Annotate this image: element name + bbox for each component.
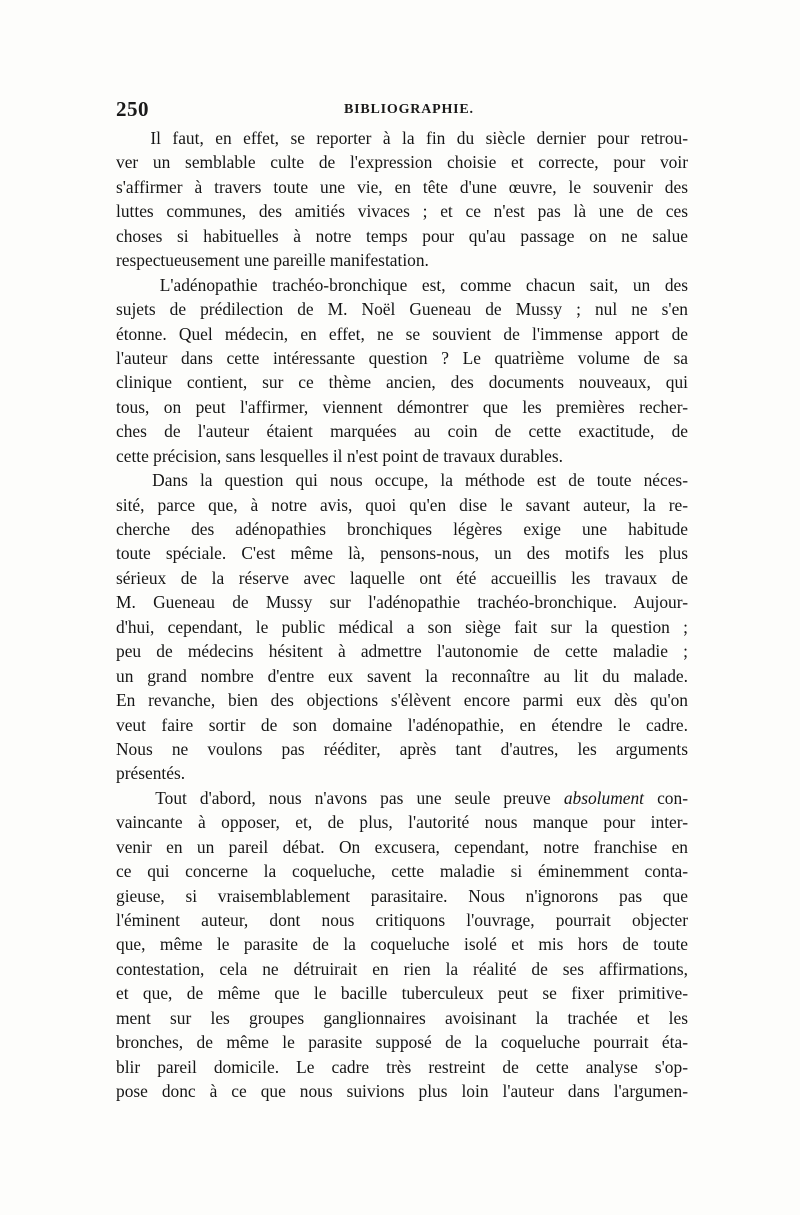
text-line: contestation, cela ne détruirait en rien la réalité de ses affirmations, [116,958,688,979]
text-line: sujets de prédilection de M. Noël Gueneau de Mussy ; nul ne s'en [116,299,688,320]
text-fragment: con- [644,787,688,808]
text-line: Il faut, en effet, se reporter à la fin du siècle dernier pour retrou- [116,128,688,148]
text-line [116,786,688,810]
text-line: d'hui, cependant, le public médical a son siège fait sur la question ; [116,616,688,637]
text-line: que, même le parasite de la coqueluche isolé et mis hors de toute [116,934,688,955]
text-line: En revanche, bien des objections s'élèvent encore parmi eux dès qu'on [116,690,688,711]
text-line: étonne. Quel médecin, en effet, ne se souvient de l'immense apport de [116,323,688,344]
text-line: Nous ne voulons pas rééditer, après tant d'autres, les arguments [116,738,688,759]
text-line: s'affirmer à travers toute une vie, en tête d'une œuvre, le souvenir des [116,176,688,197]
italic-emphasis: absolument [563,787,645,808]
text-line: peu de médecins hésitent à admettre l'autonomie de cette maladie ; [116,641,688,662]
running-header [116,97,688,123]
text-fragment: Tout d'abord, nous n'avons pas une seule preuve [116,787,564,808]
text-line: ment sur les groupes ganglionnaires avoisinant la trachée et les [116,1007,688,1028]
text-line: cherche des adénopathies bronchiques légères exige une habitude [116,519,688,539]
text-line: Dans la question qui nous occupe, la méthode est de toute néces- [116,470,688,491]
running-title: BIBLIOGRAPHIE. [344,102,474,117]
text-line: ce qui concerne la coqueluche, cette maladie si éminemment conta- [116,861,688,882]
text-line: présentés. [116,763,186,784]
text-line: tous, on peut l'affirmer, viennent démontrer que les premières recher- [116,396,688,417]
text-line: veut faire sortir de son domaine l'adénopathie, en étendre le cadre. [116,714,688,735]
text-line: sérieux de la réserve avec laquelle ont été accueillis les travaux de [116,567,688,588]
text-line: luttes communes, des amitiés vivaces ; et ce n'est pas là une de ces [116,201,688,222]
text-line: sité, parce que, à notre avis, quoi qu'en dise le savant auteur, la re- [116,494,688,515]
text-line: bronches, de même le parasite supposé de la coqueluche pourrait éta- [116,1032,688,1053]
text-line: l'éminent auteur, dont nous critiquons l'ouvrage, pourrait objecter [116,910,688,930]
text-line: clinique contient, sur ce thème ancien, des documents nouveaux, qui [116,372,688,393]
text-line: respectueusement une pareille manifestation. [116,250,429,271]
text-line: M. Gueneau de Mussy sur l'adénopathie trachéo-bronchique. Aujour- [116,592,688,613]
text-line: blir pareil domicile. Le cadre très restreint de cette analyse s'op- [116,1056,688,1077]
text-line: cette précision, sans lesquelles il n'est point de travaux durables. [116,445,563,466]
text-line: ches de l'auteur étaient marquées au coin de cette exactitude, de [116,421,688,442]
text-line: gieuse, si vraisemblablement parasitaire. Nous n'ignorons pas que [116,885,688,906]
text-line: l'auteur dans cette intéressante question ? Le quatrième volume de sa [116,347,688,368]
body-text [116,126,688,1104]
text-line: ver un semblable culte de l'expression choisie et correcte, pour voir [116,152,688,173]
page-number: 250 [116,97,149,121]
text-line: toute spéciale. C'est même là, pensons-nous, un des motifs les plus [116,543,688,564]
text-line: et que, de même que le bacille tuberculeux peut se fixer primitive- [116,983,688,1004]
text-line: choses si habituelles à notre temps pour qu'au passage on ne salue [116,225,688,246]
text-line: L'adénopathie trachéo-bronchique est, comme chacun sait, un des [116,274,688,295]
text-line: vaincante à opposer, et, de plus, l'autorité nous manque pour inter- [116,812,688,833]
text-line: un grand nombre d'entre eux savent la reconnaître au lit du malade. [116,665,688,686]
text-line: pose donc à ce que nous suivions plus loin l'auteur dans l'argumen- [116,1081,688,1102]
text-line: venir en un pareil débat. On excusera, cependant, notre franchise en [116,836,688,857]
